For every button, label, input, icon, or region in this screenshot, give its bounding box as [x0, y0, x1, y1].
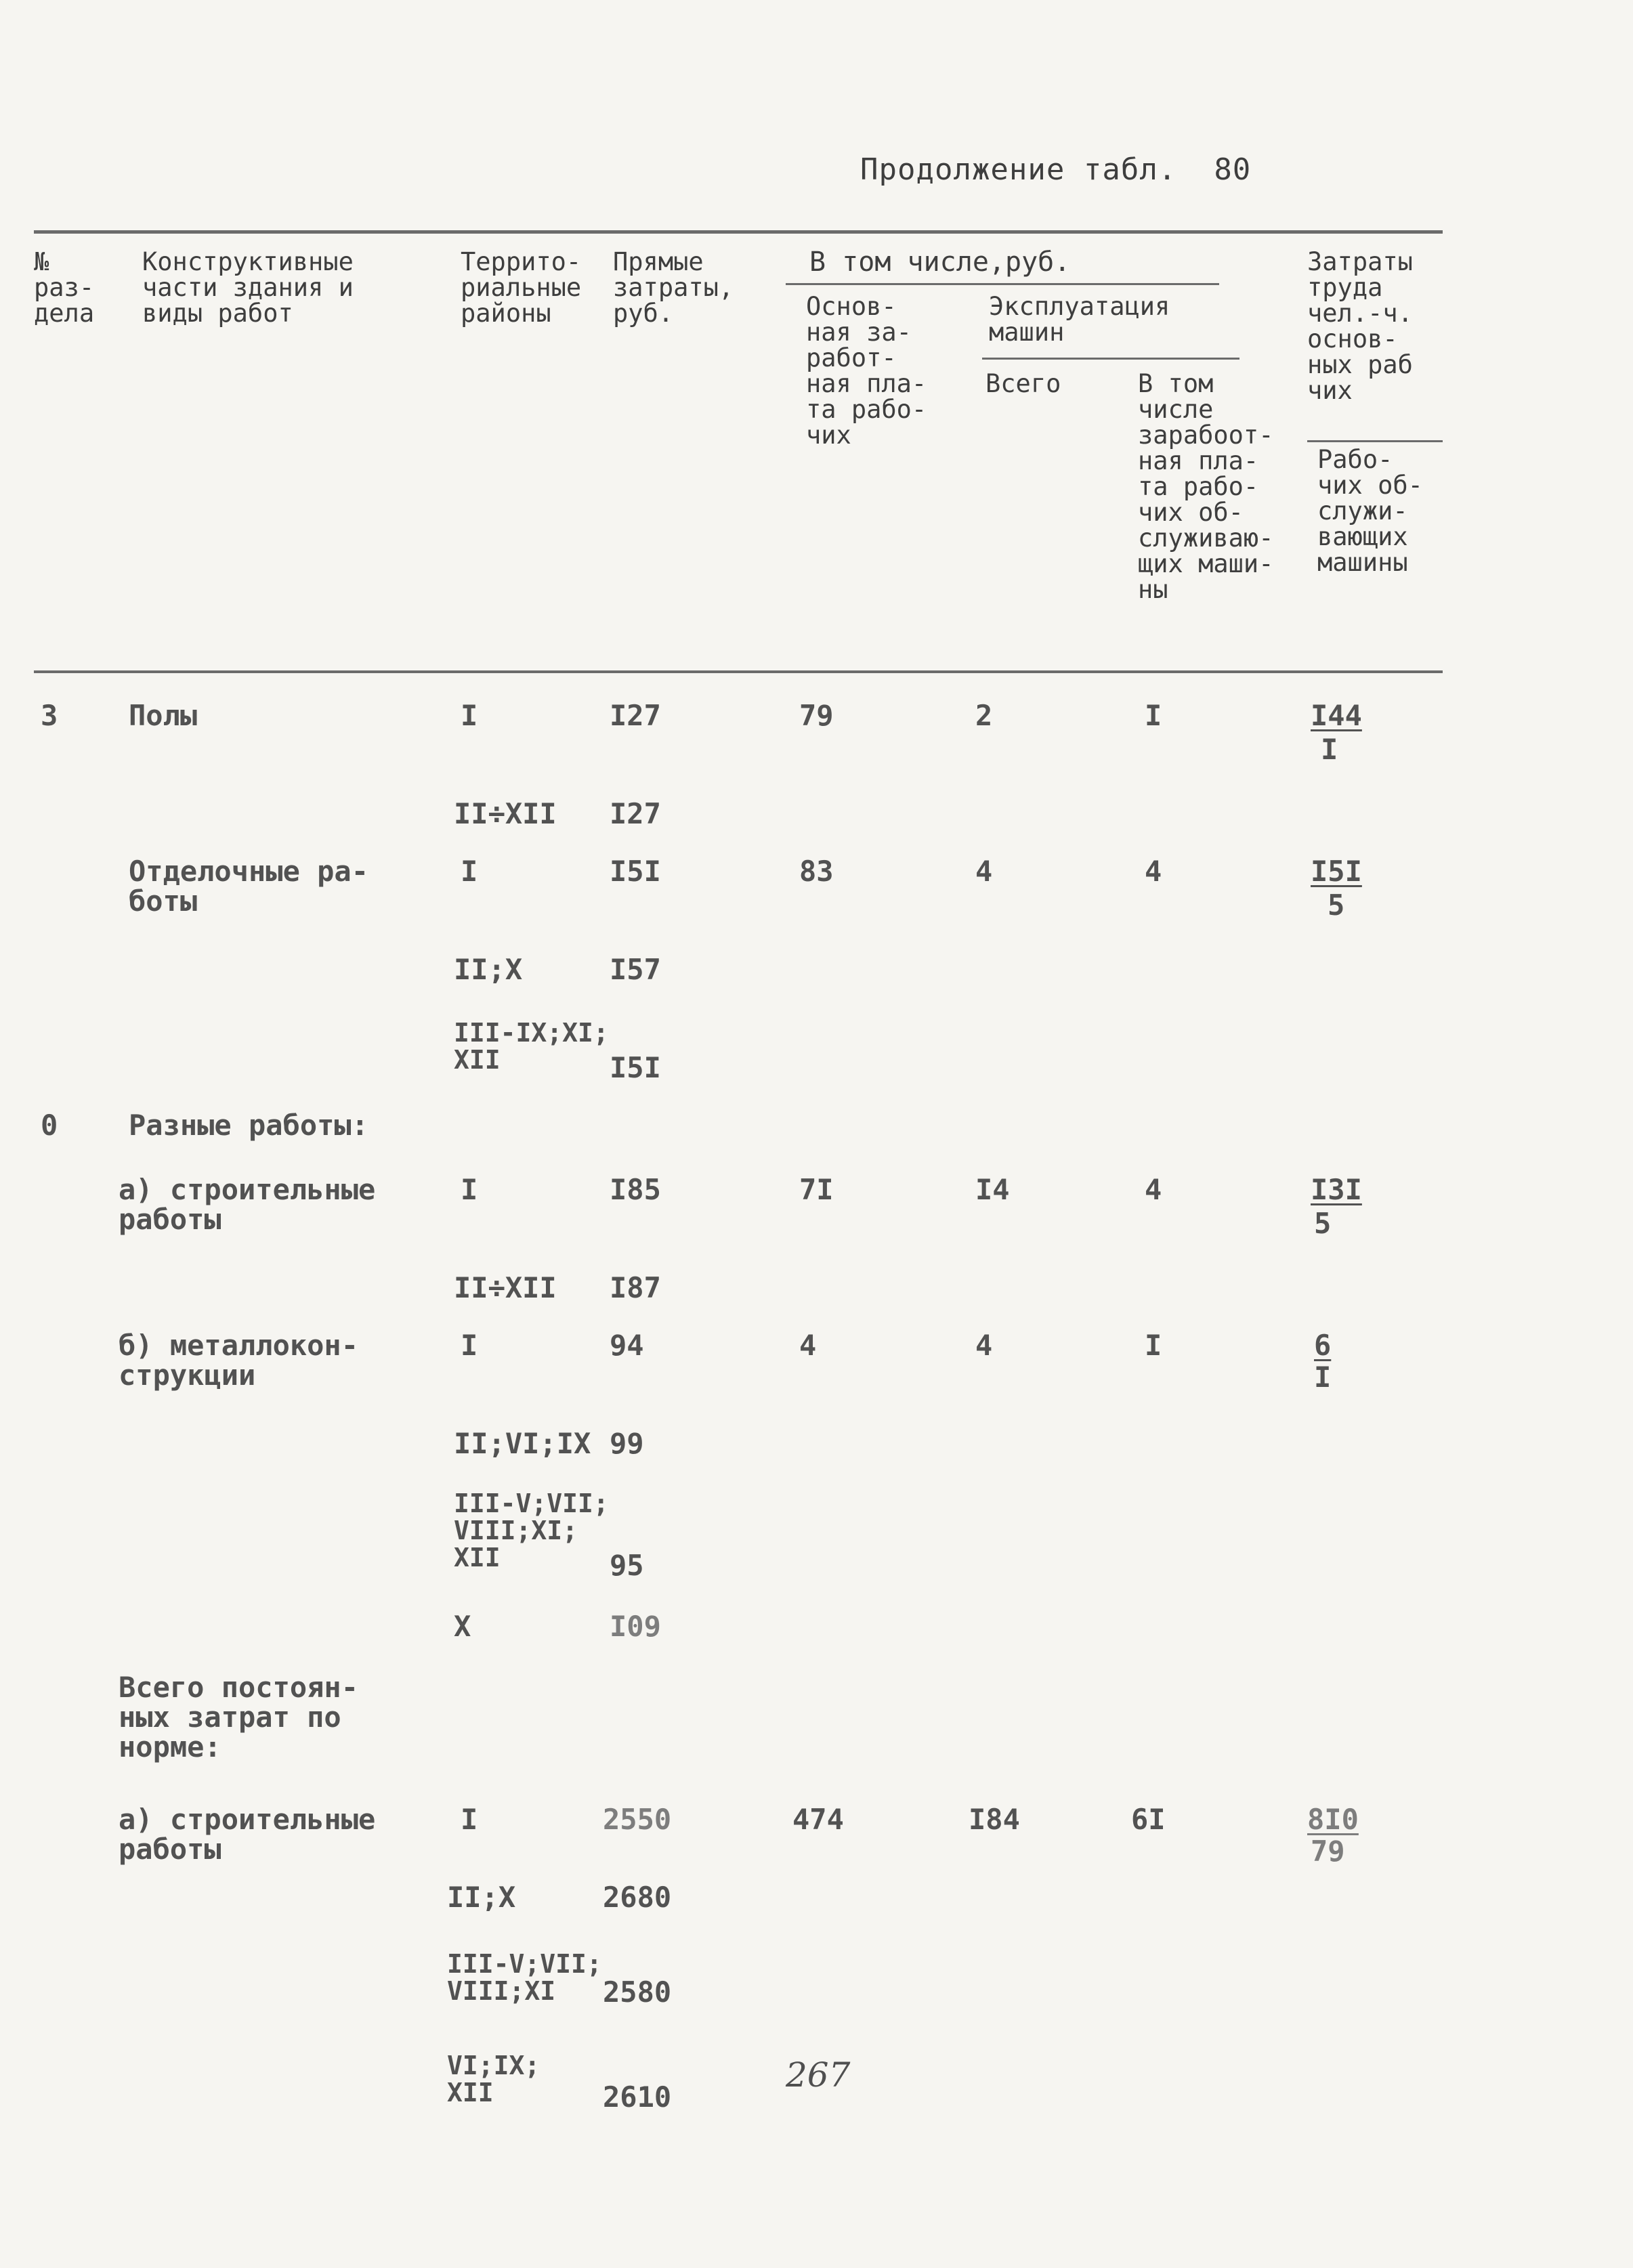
row-region: I — [461, 855, 478, 888]
row-machines-total: I4 — [975, 1173, 1010, 1206]
row-region: III-V;VII; VIII;XI; XII — [454, 1489, 609, 1572]
row-region: I — [461, 1803, 478, 1836]
row-labor-main: 6 — [1314, 1329, 1332, 1362]
row-region: I — [461, 1329, 478, 1362]
row-region: II;X — [447, 1881, 516, 1914]
row-direct-costs: I27 — [610, 797, 661, 830]
col-header-machines: Эксплуатация машин — [989, 292, 1170, 347]
row-base-wage: 79 — [799, 699, 834, 732]
row-region: II÷XII — [454, 1271, 557, 1304]
row-labor-machines: 5 — [1314, 1207, 1332, 1240]
row-region: II÷XII — [454, 797, 557, 830]
row-base-wage: 4 — [799, 1329, 817, 1362]
row-section-number: 3 — [41, 699, 58, 732]
row-work-name: б) металлокон- струкции — [119, 1329, 359, 1392]
row-work-name: Отделочные ра- боты — [129, 855, 369, 918]
row-machines-total: 4 — [975, 1329, 993, 1362]
row-machines-incl-wage: 4 — [1145, 855, 1162, 888]
including-underline — [786, 283, 1219, 285]
continuation-header: Продолжение табл. 80 — [860, 152, 1252, 187]
row-direct-costs: 2580 — [603, 1975, 672, 2009]
col-header-base-wage: Основ- ная за- работ- ная пла- та рабо- чих — [806, 292, 927, 450]
col-header-labor-machines: Рабо- чих об- служи- вающих машины — [1317, 445, 1423, 577]
row-base-wage: 474 — [792, 1803, 844, 1836]
row-labor-main: I3I — [1311, 1173, 1362, 1206]
row-direct-costs: I27 — [610, 699, 661, 732]
col-header-section-number: № раз- дела — [34, 247, 95, 328]
col-header-regions: Террито- риальные районы — [461, 247, 582, 328]
row-region: VI;IX; XII — [447, 2051, 540, 2107]
row-work-name: Разные работы: — [129, 1109, 369, 1142]
handwritten-page-number: 267 — [786, 2055, 851, 2095]
col-header-machines-incl-wage: В том числе зарабоот- ная пла- та рабо- чих об- служиваю- щих маши- ны — [1138, 369, 1274, 604]
row-section-number: 0 — [41, 1109, 58, 1142]
machines-underline — [982, 358, 1239, 360]
row-machines-incl-wage: 4 — [1145, 1173, 1162, 1206]
row-base-wage: 7I — [799, 1173, 834, 1206]
row-machines-incl-wage: 6I — [1131, 1803, 1166, 1836]
row-direct-costs: I5I — [610, 855, 661, 888]
table-top-rule — [34, 230, 1443, 234]
col-header-parts: Конструктивные части здания и виды работ — [142, 247, 354, 328]
table-header-bottom-rule — [34, 670, 1443, 673]
row-labor-main: I44 — [1311, 699, 1362, 732]
row-direct-costs: 99 — [610, 1427, 644, 1460]
row-direct-costs: I87 — [610, 1271, 661, 1304]
row-machines-total: 2 — [975, 699, 993, 732]
row-work-name: Полы — [129, 699, 198, 732]
row-machines-incl-wage: I — [1145, 1329, 1162, 1362]
row-region: I — [461, 699, 478, 732]
row-region: II;VI;IX — [454, 1427, 591, 1460]
row-region: II;X — [454, 953, 523, 986]
row-direct-costs: 2550 — [603, 1803, 672, 1836]
row-region: X — [454, 1610, 471, 1643]
row-machines-total: I84 — [969, 1803, 1020, 1836]
row-work-name: а) строительные работы — [119, 1173, 376, 1236]
row-region: I — [461, 1173, 478, 1206]
row-direct-costs: I57 — [610, 953, 661, 986]
row-direct-costs: 2680 — [603, 1881, 672, 1914]
row-machines-incl-wage: I — [1145, 699, 1162, 732]
row-labor-main: 8I0 — [1307, 1803, 1359, 1836]
row-work-name: а) строительные работы — [119, 1803, 376, 1866]
col-header-including: В том числе,руб. — [809, 247, 1071, 278]
row-machines-total: 4 — [975, 855, 993, 888]
row-labor-machines: 79 — [1311, 1835, 1345, 1868]
row-direct-costs: I5I — [610, 1051, 661, 1084]
row-direct-costs: 2610 — [603, 2080, 672, 2114]
row-direct-costs: 95 — [610, 1549, 644, 1582]
row-base-wage: 83 — [799, 855, 834, 888]
row-labor-machines: I — [1321, 733, 1338, 766]
row-labor-machines: 5 — [1328, 889, 1345, 922]
row-direct-costs: I09 — [610, 1610, 661, 1643]
col-header-machines-total: Всего — [985, 369, 1061, 398]
row-work-name: Всего постоян- ных затрат по норме: — [119, 1671, 359, 1763]
row-labor-main: I5I — [1311, 855, 1362, 888]
row-direct-costs: I85 — [610, 1173, 661, 1206]
row-labor-machines: I — [1314, 1361, 1332, 1394]
row-region: III-IX;XI; XII — [454, 1018, 609, 1075]
labor-underline — [1307, 440, 1443, 442]
col-header-labor: Затраты труда чел.-ч. основ- ных раб чих — [1307, 247, 1413, 405]
row-direct-costs: 94 — [610, 1329, 644, 1362]
row-region: III-V;VII; VIII;XI — [447, 1949, 602, 2006]
col-header-direct-costs: Прямые затраты, руб. — [613, 247, 734, 328]
